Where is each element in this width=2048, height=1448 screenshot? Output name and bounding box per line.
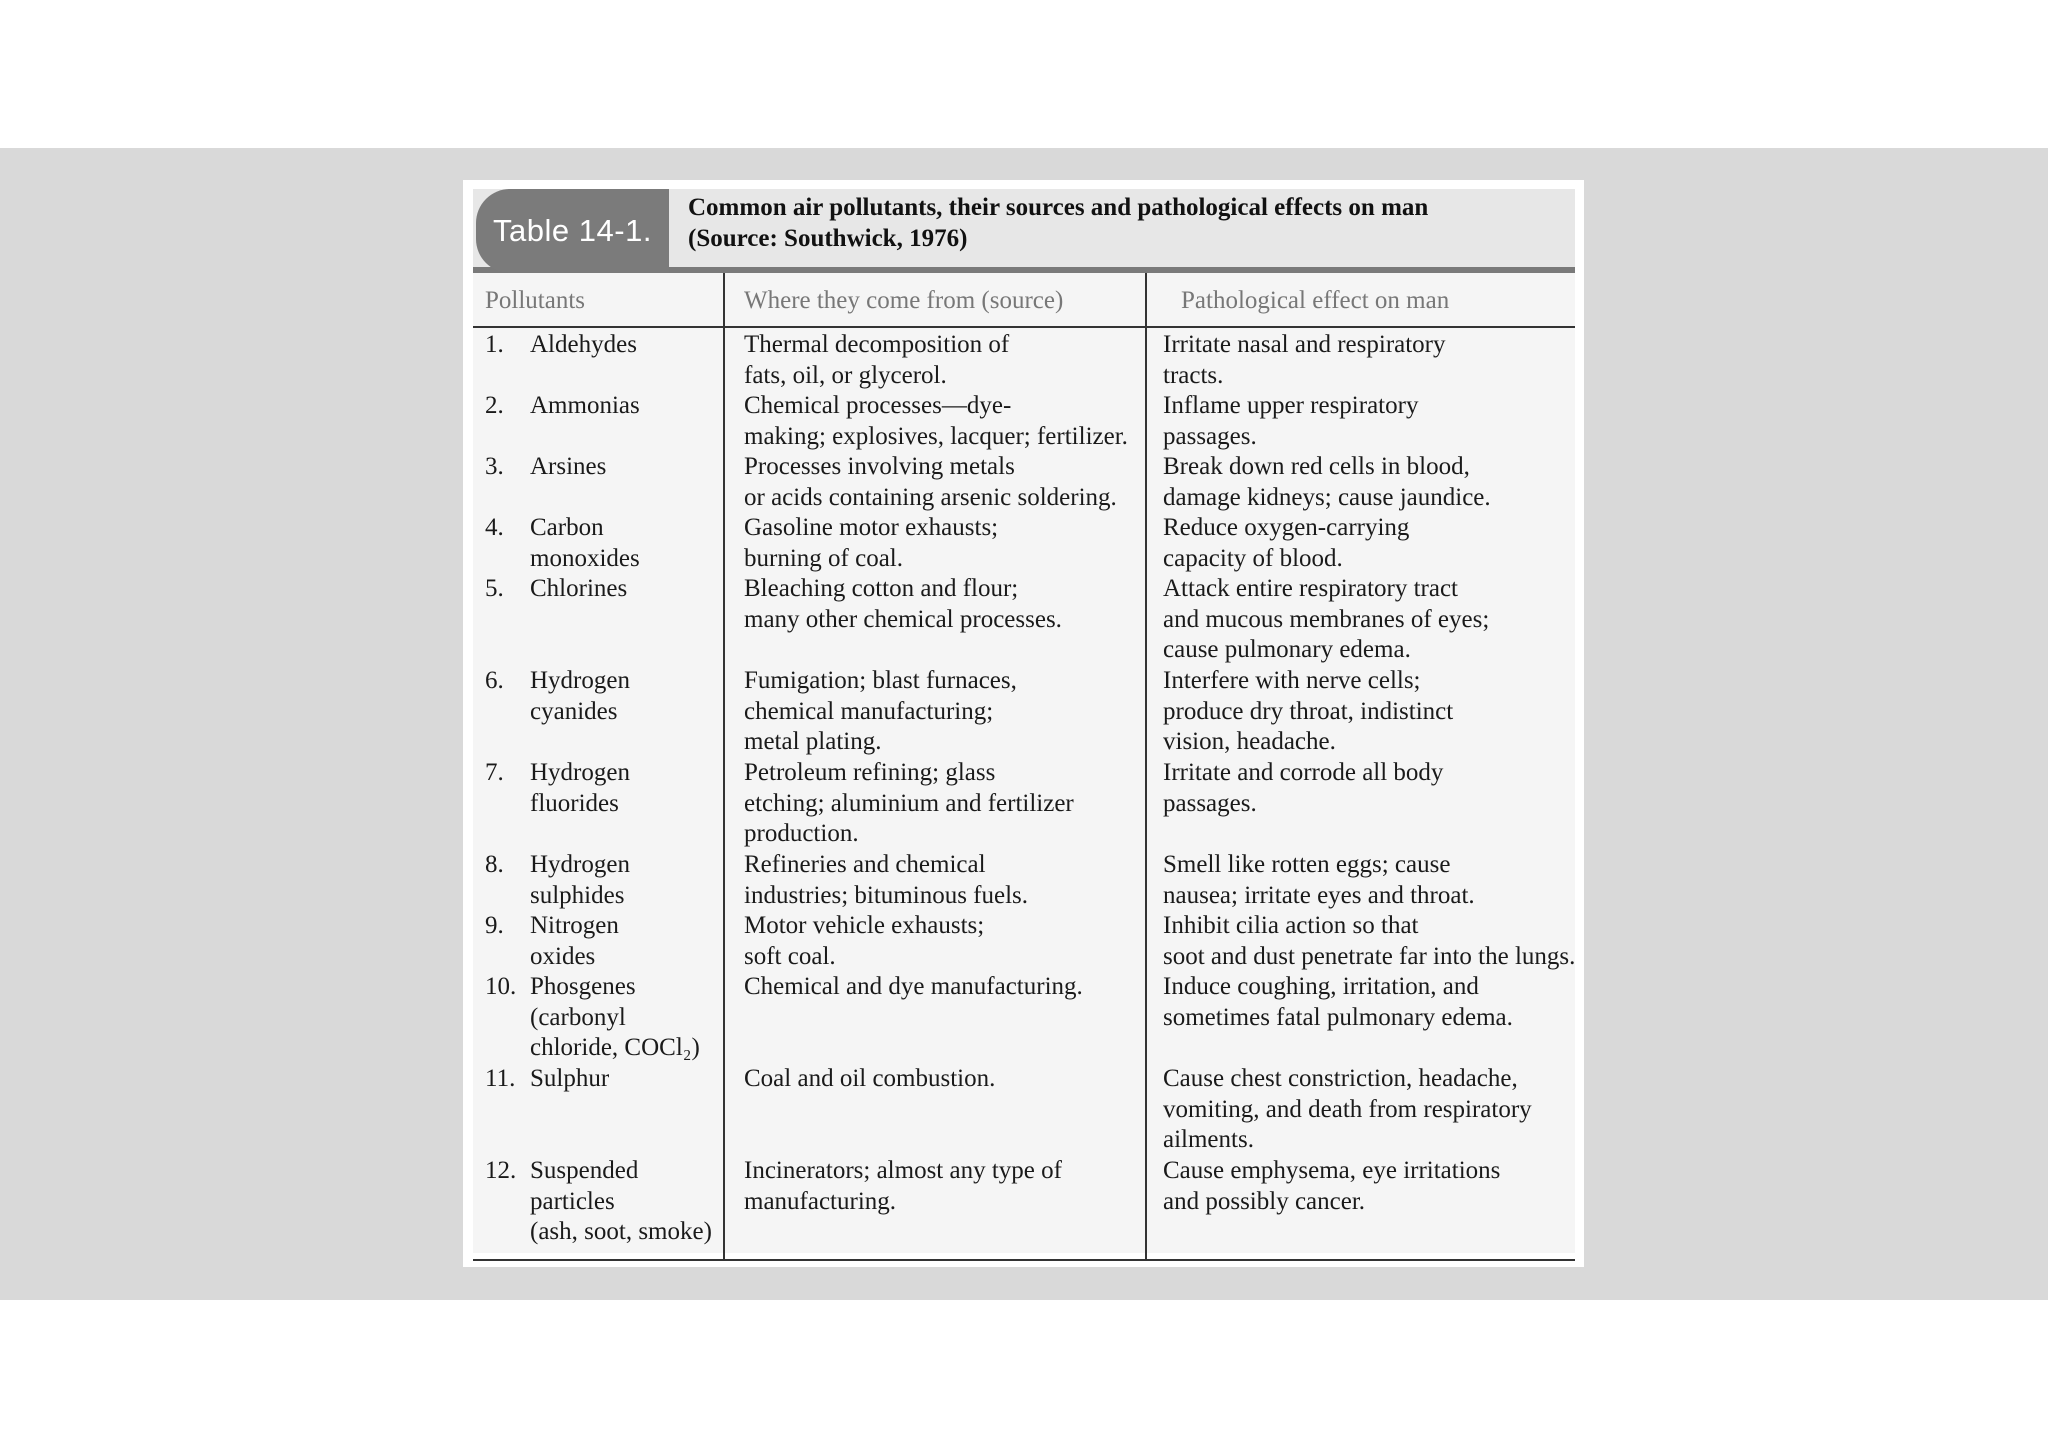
source-cell: Coal and oil combustion. xyxy=(744,1065,996,1092)
header-bottom-rule xyxy=(473,326,1575,328)
effect-cell: Smell like rotten eggs; cause nausea; irritate eyes and throat. xyxy=(1163,851,1475,909)
source-cell: Bleaching cotton and flour; many other chemical processes. xyxy=(744,575,1062,633)
row-number: 4. xyxy=(485,514,504,541)
effect-cell: Induce coughing, irritation, and sometimes fatal pulmonary edema. xyxy=(1163,973,1513,1031)
row-number: 7. xyxy=(485,759,504,786)
effect-cell: Cause chest constriction, headache, vomiting, and death from respiratory ailments. xyxy=(1163,1065,1532,1154)
table-number-badge: Table 14-1. xyxy=(476,189,669,273)
effect-cell: Attack entire respiratory tract and mucous membranes of eyes; cause pulmonary edema. xyxy=(1163,575,1490,664)
pollutant-cell: Phosgenes (carbonyl chloride, COCl₂) xyxy=(530,973,700,1062)
pollutant-cell: Hydrogen sulphides xyxy=(530,851,630,909)
source-cell: Refineries and chemical industries; bituminous fuels. xyxy=(744,851,1029,909)
source-cell: Motor vehicle exhausts; soft coal. xyxy=(744,912,985,970)
row-number: 2. xyxy=(485,392,504,419)
source-cell: Processes involving metals or acids containing arsenic soldering. xyxy=(744,453,1117,511)
source-cell: Thermal decomposition of fats, oil, or glycerol. xyxy=(744,331,1010,389)
effect-cell: Reduce oxygen-carrying capacity of blood. xyxy=(1163,514,1410,572)
source-cell: Incinerators; almost any type of manufacturing. xyxy=(744,1157,1062,1215)
source-cell: Petroleum refining; glass etching; aluminium and fertilizer production. xyxy=(744,759,1074,848)
source-cell: Fumigation; blast furnaces, chemical manufacturing; metal plating. xyxy=(744,667,1017,756)
pollutant-cell: Chlorines xyxy=(530,575,628,602)
pollutant-cell: Ammonias xyxy=(530,392,640,419)
source-cell: Chemical and dye manufacturing. xyxy=(744,973,1083,1000)
effect-cell: Irritate nasal and respiratory tracts. xyxy=(1163,331,1446,389)
effect-cell: Cause emphysema, eye irritations and possibly cancer. xyxy=(1163,1157,1501,1215)
effect-cell: Irritate and corrode all body passages. xyxy=(1163,759,1444,817)
pollutant-cell: Arsines xyxy=(530,453,607,480)
row-number: 12. xyxy=(485,1157,517,1184)
effect-cell: Inhibit cilia action so that soot and dust penetrate far into the lungs. xyxy=(1163,912,1576,970)
row-number: 9. xyxy=(485,912,504,939)
column-header-source: Where they come from (source) xyxy=(744,287,1064,314)
pollutant-cell: Nitrogen oxides xyxy=(530,912,619,970)
row-number: 3. xyxy=(485,453,504,480)
table-title-block xyxy=(688,192,1548,254)
effect-cell: Break down red cells in blood, damage kidneys; cause jaundice. xyxy=(1163,453,1491,511)
row-number: 1. xyxy=(485,331,504,358)
table-source-line: (Source: Southwick, 1976) xyxy=(688,225,968,252)
row-number: 10. xyxy=(485,973,517,1000)
pollutant-cell: Carbon monoxides xyxy=(530,514,640,572)
row-number: 8. xyxy=(485,851,504,878)
column-header-effect: Pathological effect on man xyxy=(1181,287,1450,314)
row-number: 5. xyxy=(485,575,504,602)
pollutant-cell: Suspended particles (ash, soot, smoke) xyxy=(530,1157,712,1246)
row-number: 6. xyxy=(485,667,504,694)
pollutant-cell: Hydrogen fluorides xyxy=(530,759,630,817)
row-number: 11. xyxy=(485,1065,516,1092)
table-title: Common air pollutants, their sources and pathological effects on man xyxy=(688,194,1429,221)
effect-cell: Interfere with nerve cells; produce dry throat, indistinct vision, headache. xyxy=(1163,667,1454,756)
pollutant-cell: Sulphur xyxy=(530,1065,610,1092)
pollutant-cell: Hydrogen cyanides xyxy=(530,667,630,725)
source-cell: Gasoline motor exhausts; burning of coal. xyxy=(744,514,999,572)
column-header-pollutants: Pollutants xyxy=(485,287,586,314)
table-card xyxy=(463,180,1584,1267)
table-bottom-rule xyxy=(473,1259,1575,1261)
effect-cell: Inflame upper respiratory passages. xyxy=(1163,392,1419,450)
source-cell: Chemical processes—dye- making; explosives, lacquer; fertilizer. xyxy=(744,392,1128,450)
pollutant-cell: Aldehydes xyxy=(530,331,637,358)
